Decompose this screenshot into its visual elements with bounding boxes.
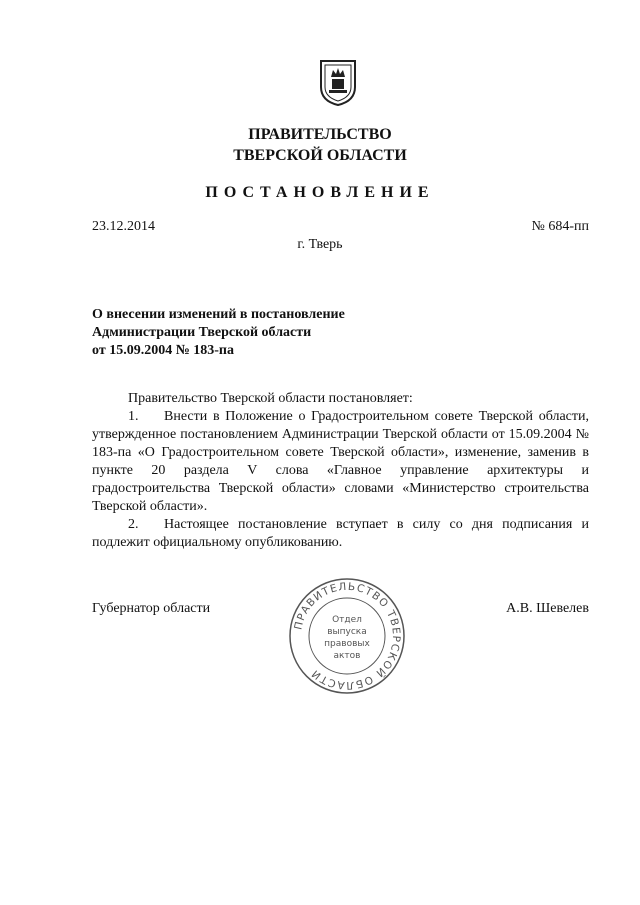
signature-name: А.В. Шевелев xyxy=(506,601,589,616)
body-item-2 xyxy=(92,516,589,552)
document-number: № 684-пп xyxy=(531,219,589,234)
signature-position: Губернатор области xyxy=(92,601,211,616)
stamp-ring-text: ПРАВИТЕЛЬСТВО ТВЕРСКОЙ ОБЛАСТИ xyxy=(292,580,403,692)
official-stamp xyxy=(287,576,407,696)
org-name-line1: ПРАВИТЕЛЬСТВО xyxy=(248,126,392,143)
document-body xyxy=(92,390,589,552)
item-number: 1. xyxy=(128,409,139,424)
subject-line: от 15.09.2004 № 183-па xyxy=(92,343,234,358)
stamp-text: актов xyxy=(333,651,361,661)
stamp-text: правовых xyxy=(324,639,370,649)
document-subject xyxy=(92,306,345,360)
subject-line: Администрации Тверской области xyxy=(92,325,312,340)
coat-of-arms-icon xyxy=(318,57,358,107)
item-text: Внести в Положение о Градостроительном совете Тверской области, утвержденное постановлением Администрации Тверской области от 15.09.2004 № 183-па «О Градостроительном совете Тверской области», изменение, заменив в пункте 20 раздела V слова «Главное управление архитектуры и градостроительства Тверской области» словами «Министерство строительства Тверской области». xyxy=(92,409,589,514)
document-date: 23.12.2014 xyxy=(92,219,155,234)
document-type: ПОСТАНОВЛЕНИЕ xyxy=(205,184,435,201)
stamp-text: выпуска xyxy=(327,627,367,637)
subject-line: О внесении изменений в постановление xyxy=(92,307,345,322)
document-city: г. Тверь xyxy=(297,237,343,252)
org-name-line2: ТВЕРСКОЙ ОБЛАСТИ xyxy=(233,147,407,164)
body-intro: Правительство Тверской области постановляет: xyxy=(128,391,413,406)
item-text: Настоящее постановление вступает в силу со дня подписания и подлежит официальному опубликованию. xyxy=(92,517,589,550)
item-number: 2. xyxy=(128,517,139,532)
body-item-1 xyxy=(92,408,589,516)
stamp-text: Отдел xyxy=(332,615,362,625)
